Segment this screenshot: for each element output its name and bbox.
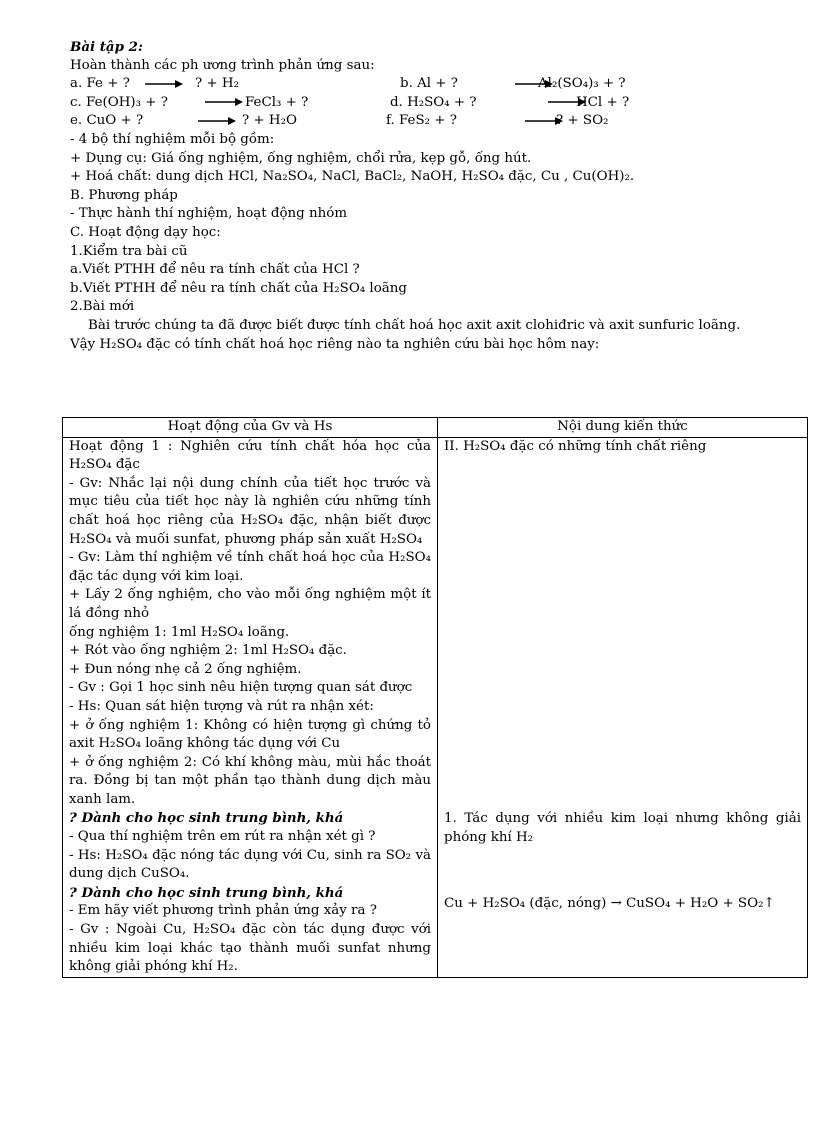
- activity-line: + Rót vào ống nghiệm 2: 1ml H₂SO₄ đặc.: [69, 643, 347, 659]
- new-lesson-heading: 2.Bài mới: [70, 299, 135, 315]
- lesson-page: [70, 38, 770, 354]
- activity-line: - Hs: H₂SO₄ đặc nóng tác dụng với Cu, sinh ra SO₂ và dung dịch CuSO₄.: [69, 847, 431, 882]
- equation-f-rhs: ? + SO₂: [556, 113, 609, 129]
- arrow-icon: [205, 94, 243, 113]
- activities-heading: C. Hoạt động dạy học:: [70, 224, 221, 240]
- equation-row: [70, 75, 770, 94]
- content-heading: II. H₂SO₄ đặc có những tính chất riêng: [444, 438, 707, 454]
- table-header-row: [63, 418, 808, 438]
- activity-line: + ở ống nghiệm 2: Có khí không màu, mùi hắc thoát ra. Đồng bị tan một phần tạo thành dung dịch màu xanh lam.: [69, 754, 431, 807]
- equation-b-rhs: Al₂(SO₄)₃ + ?: [538, 76, 626, 92]
- equation-d-rhs: HCl + ?: [576, 94, 630, 110]
- prep-line-2: + Dụng cụ: Giá ống nghiệm, ống nghiệm, chổi rửa, kẹp gỗ, ống hút.: [70, 150, 532, 166]
- exercise-instruction: Hoàn thành các ph ương trình phản ứng sau:: [70, 57, 375, 73]
- equation-row: [70, 112, 770, 131]
- activity-line: Hoạt động 1 : Nghiên cứu tính chất hóa học của H₂SO₄ đặc: [69, 438, 431, 473]
- table-row: [63, 437, 808, 977]
- activity-line: - Em hãy viết phương trình phản ứng xảy ra ?: [69, 903, 377, 919]
- activity-line: - Qua thí nghiệm trên em rút ra nhận xét gì ?: [69, 829, 376, 845]
- activity-line: + Lấy 2 ống nghiệm, cho vào mỗi ống nghiệm một ít lá đồng nhỏ: [69, 587, 431, 621]
- header-content: Nội dung kiến thức: [438, 418, 808, 438]
- activity-line: - Hs: Quan sát hiện tượng và rút ra nhận xét:: [69, 698, 374, 714]
- equation-c-lhs: c. Fe(OH)₃ + ?: [70, 94, 168, 110]
- activity-line: ? Dành cho học sinh trung bình, khá: [69, 810, 344, 827]
- exercise-title: Bài tập 2:: [70, 39, 143, 55]
- reaction-equation: Cu + H₂SO₄ (đặc, nóng) → CuSO₄ + H₂O + SO₂↑: [444, 896, 775, 912]
- activity-line: - Gv : Ngoài Cu, H₂SO₄ đặc còn tác dụng được với nhiều kim loại khác tạo thành muối sunfat nhưng không giải phóng khí H₂.: [69, 922, 431, 975]
- check-heading: 1.Kiểm tra bài cũ: [70, 243, 188, 259]
- equation-a-rhs: ? + H₂: [195, 76, 239, 92]
- equation-a-lhs: a. Fe + ?: [70, 76, 130, 92]
- activity-line: ? Dành cho học sinh trung bình, khá: [69, 884, 344, 901]
- equation-b-lhs: b. Al + ?: [400, 76, 458, 92]
- prep-line-3: + Hoá chất: dung dịch HCl, Na₂SO₄, NaCl, BaCl₂, NaOH, H₂SO₄ đặc, Cu , Cu(OH)₂.: [70, 169, 635, 185]
- activity-list: [69, 438, 431, 977]
- equation-row: [70, 94, 770, 113]
- equation-c-rhs: FeCl₃ + ?: [245, 94, 309, 110]
- question-b: b.Viết PTHH để nêu ra tính chất của H₂SO₄ loãng: [70, 280, 407, 296]
- content-point: 1. Tác dụng với nhiều kim loại nhưng không giải phóng khí H₂: [444, 811, 801, 845]
- activity-line: - Gv: Làm thí nghiệm về tính chất hoá học của H₂SO₄ đặc tác dụng với kim loại.: [69, 550, 431, 584]
- activity-line: - Gv: Nhắc lại nội dung chính của tiết học trước và mục tiêu của tiết học này là nghiên cứu những tính chất hoá học riêng của H₂SO₄ đặc, nhận biết được H₂SO₄ và muối sunfat, phương pháp sản xuất H₂SO₄: [69, 475, 431, 547]
- activity-line: - Gv : Gọi 1 học sinh nêu hiện tượng quan sát được: [69, 680, 413, 696]
- lesson-table: [62, 417, 808, 978]
- activity-line: + ở ống nghiệm 1: Không có hiện tượng gì chứng tỏ axit H₂SO₄ loãng không tác dụng với Cu: [69, 717, 431, 752]
- lesson-intro: Bài trước chúng ta đã được biết được tính chất hoá học axit axit clohiđric và axit sunfuric loãng. Vậy H₂SO₄ đặc có tính chất hoá học riêng nào ta nghiên cứu bài học hôm nay:: [70, 317, 741, 352]
- prep-line-1: - 4 bộ thí nghiệm mỗi bộ gồm:: [70, 131, 275, 147]
- method-heading: B. Phương pháp: [70, 187, 178, 203]
- equation-f-lhs: f. FeS₂ + ?: [386, 113, 457, 129]
- question-a: a.Viết PTHH để nêu ra tính chất của HCl ?: [70, 262, 360, 278]
- content-cell: [438, 437, 808, 977]
- equation-e-rhs: ? + H₂O: [242, 113, 297, 129]
- activity-line: ống nghiệm 1: 1ml H₂SO₄ loãng.: [69, 624, 290, 640]
- equation-d-lhs: d. H₂SO₄ + ?: [390, 94, 477, 110]
- arrow-icon: [198, 112, 236, 131]
- activity-line: + Đun nóng nhẹ cả 2 ống nghiệm.: [69, 661, 302, 677]
- activities-cell: [63, 437, 438, 977]
- header-activities: Hoạt động của Gv và Hs: [63, 418, 438, 438]
- method-text: - Thực hành thí nghiệm, hoạt động nhóm: [70, 206, 348, 222]
- arrow-icon: [145, 75, 183, 94]
- equation-e-lhs: e. CuO + ?: [70, 113, 144, 129]
